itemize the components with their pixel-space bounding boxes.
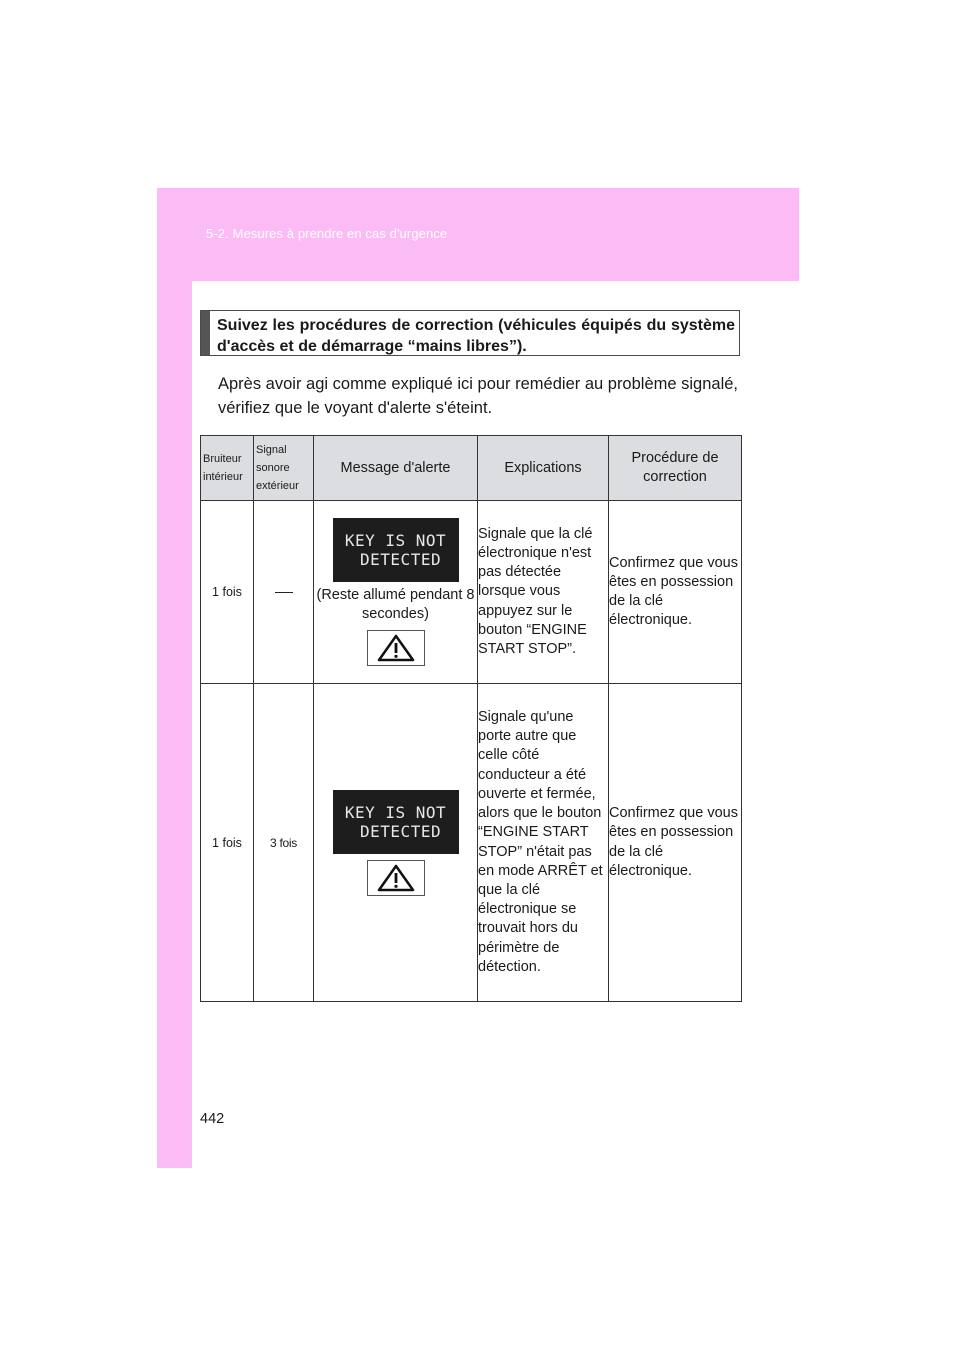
warning-triangle-icon xyxy=(367,860,425,896)
message-cell xyxy=(314,684,478,1002)
dash-mark xyxy=(275,592,293,593)
header-correction: Procédure de correction xyxy=(609,436,742,501)
display-text: KEY IS NOT DETECTED xyxy=(344,531,447,569)
procedure-title: Suivez les procédures de correction (véhicules équipés du système d'accès et de démarrage “mains libres”). xyxy=(217,317,735,355)
explanation-cell: Signale que la clé électronique n'est pas détectée lorsque vous appuyez sur le bouton “ENGINE START STOP”. xyxy=(478,501,609,684)
header-external-buzzer: Signal sonore extérieur xyxy=(254,436,314,501)
page-number: 442 xyxy=(200,1111,225,1127)
internal-count: 1 fois xyxy=(201,501,254,684)
explanation-cell: Signale qu'une porte autre que celle côté conducteur a été ouverte et fermée, alors que le bouton “ENGINE START STOP” n'était pas en mode ARRÊT et que la clé électronique se trouvait hors du périmètre de détection. xyxy=(478,684,609,1002)
side-strip xyxy=(157,188,192,1168)
internal-count: 1 fois xyxy=(201,684,254,1002)
table-header-row xyxy=(201,436,742,501)
display-text: KEY IS NOT DETECTED xyxy=(344,802,447,841)
procedure-box xyxy=(200,310,740,356)
header-message: Message d'alerte xyxy=(314,436,478,501)
table-row xyxy=(201,501,742,684)
table-row xyxy=(201,684,742,1002)
correction-cell: Confirmez que vous êtes en possession de la clé électronique. xyxy=(609,501,742,684)
intro-paragraph: Après avoir agi comme expliqué ici pour remédier au problème signalé, vérifiez que le voyant d'alerte s'éteint. xyxy=(218,375,739,417)
external-count xyxy=(254,501,314,684)
alert-table xyxy=(200,435,742,1002)
message-cell xyxy=(314,501,478,684)
key-not-detected-display xyxy=(333,518,459,582)
display-note: (Reste allumé pendant 8 secondes) xyxy=(316,587,475,622)
section-title: 5-2. Mesures à prendre en cas d'urgence xyxy=(206,226,448,241)
key-not-detected-display xyxy=(333,790,459,854)
procedure-bar xyxy=(201,311,210,355)
header-internal-buzzer: Bruiteur intérieur xyxy=(201,436,254,501)
header-explanation: Explications xyxy=(478,436,609,501)
external-count: 3 fois xyxy=(254,684,314,1002)
warning-triangle-icon xyxy=(367,630,425,666)
correction-cell: Confirmez que vous êtes en possession de la clé électronique. xyxy=(609,684,742,1002)
